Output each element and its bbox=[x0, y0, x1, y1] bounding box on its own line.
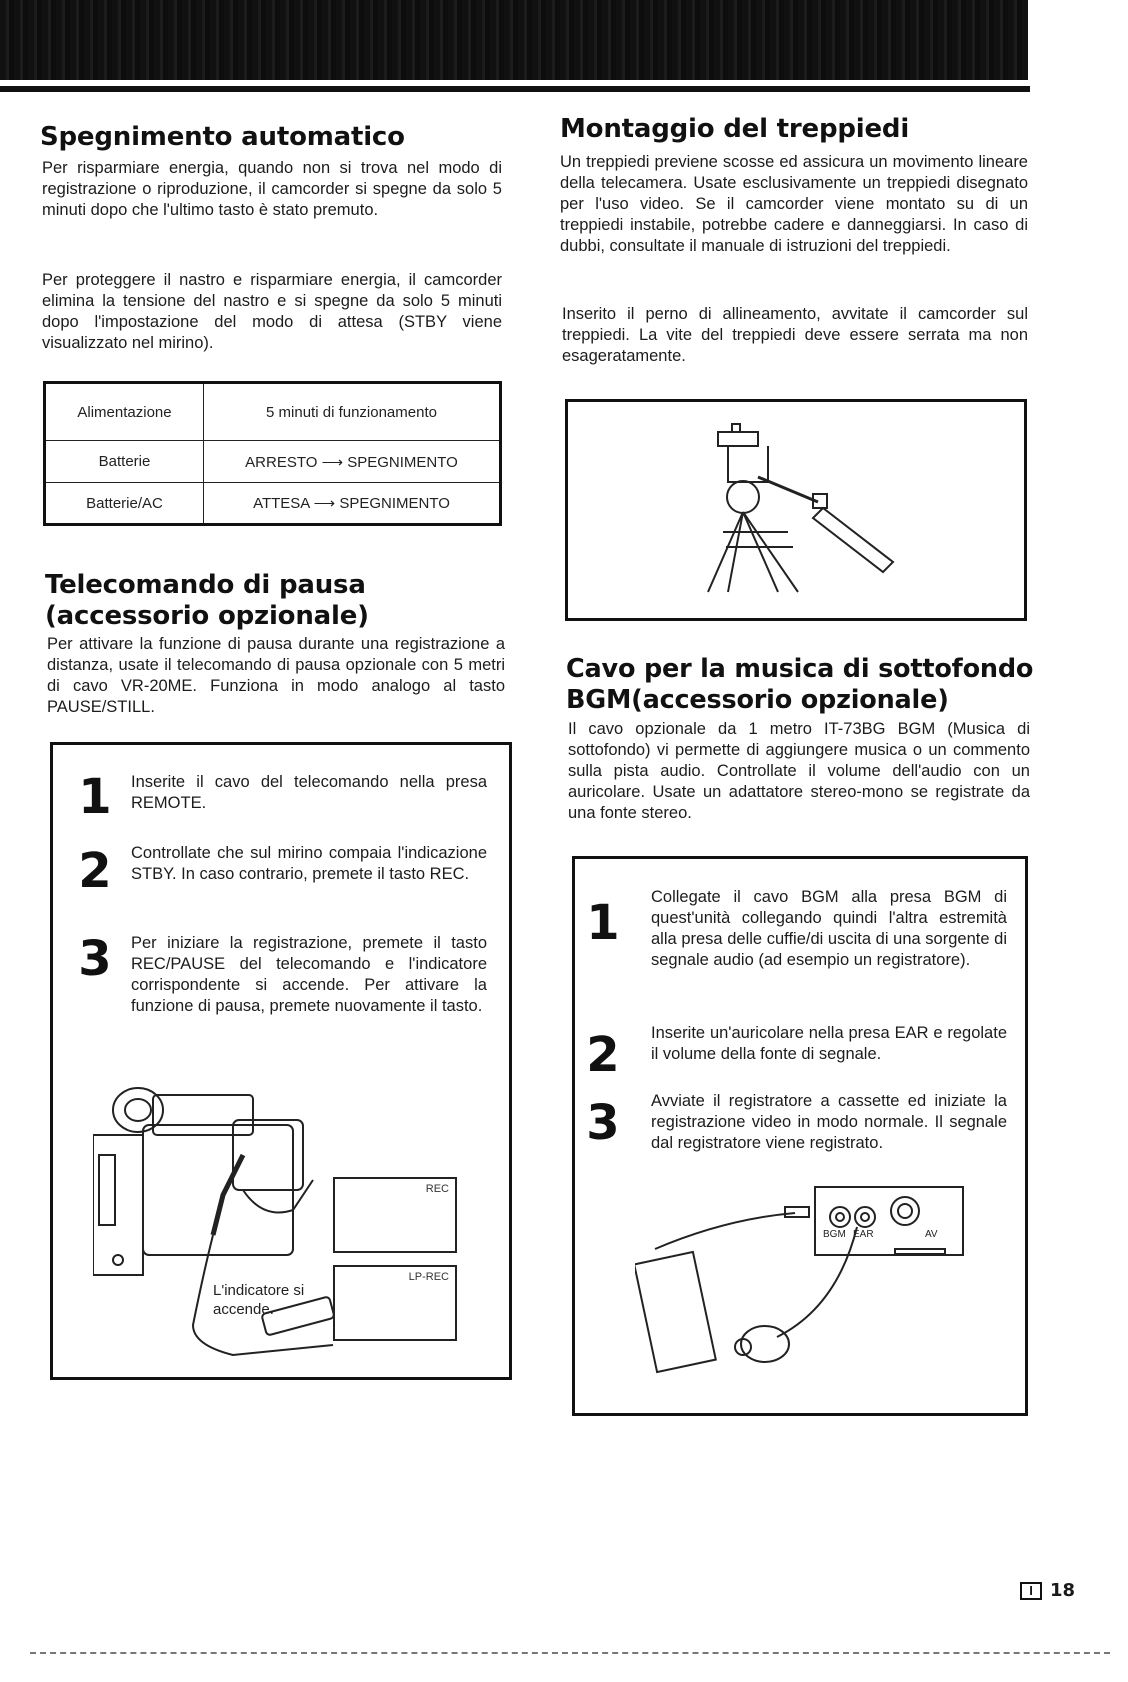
tripod-illustration bbox=[698, 422, 908, 602]
section-title bbox=[45, 570, 505, 632]
table-cell: ARRESTO ⟶ SPEGNIMENTO bbox=[204, 441, 501, 483]
viewfinder-screen bbox=[333, 1265, 457, 1341]
language-badge: I bbox=[1020, 1582, 1042, 1600]
section-title-line: BGM(accessorio opzionale) bbox=[566, 685, 949, 715]
paragraph: Per proteggere il nastro e risparmiare energia, il camcorder elimina la tensione del nastro e si spegne da solo 5 minuti dopo l'impostazione del modo di attesa (STBY viene visualizzato nel mirino). bbox=[42, 271, 502, 352]
page-number: 18 bbox=[1050, 1580, 1076, 1601]
step-number: 2 bbox=[78, 843, 112, 899]
table-header-cell: 5 minuti di funzionamento bbox=[204, 383, 501, 441]
step-number: 3 bbox=[78, 931, 112, 987]
camcorder-remote-illustration bbox=[93, 1065, 353, 1365]
bgm-connection-illustration bbox=[635, 1179, 965, 1389]
jack-label: AV bbox=[925, 1229, 938, 1240]
steps-box bbox=[572, 856, 1028, 1416]
section-title-line: Cavo per la musica di sottofondo bbox=[566, 654, 1034, 684]
steps-box bbox=[50, 742, 512, 1380]
tripod-figure-box bbox=[565, 399, 1027, 621]
step-number: 2 bbox=[586, 1027, 620, 1083]
paragraph: Un treppiedi previene scosse ed assicura un movimento lineare della telecamera. Usate esclusivamente un treppiedi disegnato per l'uso video. Se il camcorder viene montato su di un treppiedi instabile, potrebbe cadere e danneggiarsi. In caso di dubbi, consultate il manuale di istruzioni del treppiedi. bbox=[560, 153, 1028, 255]
table-row bbox=[45, 441, 501, 483]
step-text: Controllate che sul mirino compaia l'indicazione STBY. In caso contrario, premete il tasto REC. bbox=[131, 844, 487, 883]
section-title-line: (accessorio opzionale) bbox=[45, 601, 369, 631]
step-text: Collegate il cavo BGM alla presa BGM di quest'unità collegando quindi l'altra estremità alla presa delle cuffie/di uscita di una sorgente di segnale audio (ad esempio un registratore). bbox=[651, 888, 1007, 969]
step-number: 3 bbox=[586, 1095, 620, 1151]
step-text: Inserite il cavo del telecomando nella presa REMOTE. bbox=[131, 773, 487, 812]
step-text: Avviate il registratore a cassette ed iniziate la registrazione video in modo normale. Il segnale dal registratore viene registrato. bbox=[651, 1092, 1007, 1152]
header-rule bbox=[0, 86, 1030, 92]
paragraph: Il cavo opzionale da 1 metro IT-73BG BGM (Musica di sottofondo) vi permette di aggiungere musica o un commento sulla pista audio. Controllate il volume dell'audio con un auricolare. Usate un adattatore stereo-mono se registrate da una fonte stereo. bbox=[568, 720, 1030, 822]
step-text: Per iniziare la registrazione, premete il tasto REC/PAUSE del telecomando e l'indicatore corrispondente si accende. Per attivare la funzione di pausa, premete nuovamente il tasto. bbox=[131, 934, 487, 1015]
table-row bbox=[45, 483, 501, 525]
section-title: Montaggio del treppiedi bbox=[560, 114, 910, 144]
section-title: Spegnimento automatico bbox=[40, 122, 405, 152]
screen-label: REC bbox=[425, 1183, 449, 1195]
section-title-line: Telecomando di pausa bbox=[45, 570, 366, 600]
table-header-cell: Alimentazione bbox=[45, 383, 204, 441]
footer-dashed-line bbox=[30, 1652, 1110, 1654]
paragraph: Per attivare la funzione di pausa durante una registrazione a distanza, usate il telecomando di pausa opzionale con 5 metri di cavo VR-20ME. Funziona in modo analogo al tasto PAUSE/STILL. bbox=[47, 635, 505, 716]
table-cell: Batterie/AC bbox=[45, 483, 204, 525]
callout-label: L'indicatore si accende. bbox=[213, 1282, 305, 1318]
jack-label: EAR bbox=[853, 1229, 874, 1240]
section-title bbox=[566, 654, 1036, 716]
paragraph: Inserito il perno di allineamento, avvitate il camcorder sul treppiedi. La vite del treppiedi deve essere serrata ma non esageratamente. bbox=[562, 305, 1028, 365]
table-cell: ATTESA ⟶ SPEGNIMENTO bbox=[204, 483, 501, 525]
table-cell: Batterie bbox=[45, 441, 204, 483]
step-number: 1 bbox=[586, 895, 620, 951]
step-text: Inserite un'auricolare nella presa EAR e regolate il volume della fonte di segnale. bbox=[651, 1024, 1007, 1063]
power-table bbox=[43, 381, 502, 526]
header-band bbox=[0, 0, 1028, 80]
jack-label: BGM bbox=[823, 1229, 846, 1240]
paragraph: Per risparmiare energia, quando non si trova nel modo di registrazione o riproduzione, il camcorder si spegne da solo 5 minuti dopo che l'ultimo tasto è stato premuto. bbox=[42, 159, 502, 219]
screen-label: LP-REC bbox=[408, 1271, 449, 1283]
step-number: 1 bbox=[78, 769, 112, 825]
table-header-row bbox=[45, 383, 501, 441]
viewfinder-screen bbox=[333, 1177, 457, 1253]
